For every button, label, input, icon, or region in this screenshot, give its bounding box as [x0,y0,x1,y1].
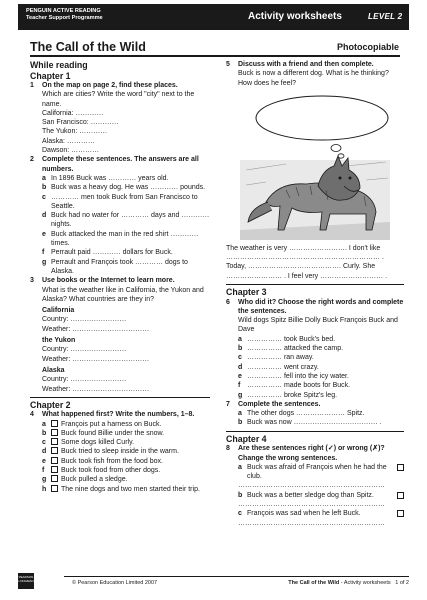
item-text: Buck attacked the man in the red shirt ………… times. [51,230,199,248]
question-4 [30,410,210,419]
question-number: 3 [30,277,34,285]
item-letter: e [238,372,242,380]
item-text: Buck pulled a sledge. [61,476,128,484]
item-text: François put a harness on Buck. [61,420,162,428]
question-6 [226,298,404,317]
answer-line[interactable]: ……………………………………………………… [238,482,385,490]
list-item[interactable] [226,509,404,518]
question-prompt: Are these sentences right (✓) or wrong (✗)? Change the wrong sentences. [238,445,385,462]
chapter-3-heading: Chapter 3 [226,287,267,298]
item-letter: f [42,467,45,475]
publisher-logo: PEARSON LONGMAN [18,573,34,589]
item-text: …………… took Buck's bed. [247,335,336,343]
answer-box[interactable] [51,457,58,464]
place-item[interactable]: Dawson: ………… [42,147,100,155]
response-line[interactable]: The weather is very ……………………. I don't like [226,244,381,252]
footer-divider [64,576,409,577]
list-item[interactable] [30,475,210,484]
footer-title: The Call of the Wild [288,580,340,586]
wolf-illustration [226,90,404,240]
list-item[interactable] [30,420,210,429]
list-item[interactable] [30,193,210,212]
title-divider [30,55,400,57]
item-text: Perrault and François took ………… dogs to Alaska. [51,258,188,275]
item-letter: a [42,420,46,428]
item-letter: a [238,335,242,343]
list-item[interactable] [30,230,210,249]
list-item[interactable] [226,372,404,381]
item-text: In 1896 Buck was ………… years old. [51,174,169,182]
response-line[interactable]: …………………… . I feel very ……………………… . [226,272,388,280]
item-text: Buck found Billie under the snow. [61,429,165,437]
item-letter: f [42,249,45,257]
list-item[interactable] [226,463,404,482]
country-field[interactable]: Country: …………………… [42,376,127,384]
question-5 [226,60,404,69]
question-prompt: Complete the sentences. [238,400,321,408]
chapter-2-heading: Chapter 2 [30,399,71,410]
answer-box[interactable] [51,447,58,454]
wolf-drawing-icon [226,90,404,240]
list-item[interactable] [30,429,210,438]
question-number: 5 [226,61,230,68]
place-item[interactable]: San Francisco: ………… [42,119,119,127]
item-letter: a [42,174,46,182]
item-letter: c [42,439,46,447]
item-letter: a [238,410,242,418]
weather-field[interactable]: Weather: …………………………… [42,325,150,333]
list-item[interactable] [226,363,404,372]
list-item[interactable] [226,418,404,427]
item-letter: b [238,419,243,427]
question-number: 1 [30,82,34,89]
question-number: 6 [226,298,230,306]
item-letter: e [42,457,46,465]
item-text: Buck was a better sledge dog than Spitz. [247,491,374,499]
question-prompt: Complete these sentences. The answers are all numbers. [42,156,199,173]
list-item[interactable] [30,174,210,183]
brand-line-2: Teacher Support Programme [26,15,103,21]
word-bank: Wild dogs Spitz Billie Dolly Buck François Buck and Dave [238,317,398,334]
page-number: 1 of 2 [395,580,409,586]
item-letter: f [238,382,241,390]
list-item[interactable] [30,258,210,277]
footer-page-info [288,580,409,586]
question-number: 4 [30,411,34,419]
question-prompt: Use books or the Internet to learn more. [42,277,175,285]
question-prompt: Who did it? Choose the right words and complete the sentences. [238,298,404,315]
question-prompt: What happened first? Write the numbers, 1–8. [42,411,195,419]
item-letter: d [42,448,47,456]
right-column [226,60,404,528]
list-item[interactable] [226,335,404,344]
question-2 [30,155,210,174]
item-letter: d [238,363,243,371]
country-field[interactable]: Country: …………………… [42,346,127,354]
item-letter: c [42,193,46,201]
response-line[interactable]: ………………………………………………………… . [226,254,384,262]
question-prompt: On the map on page 2, find these places. [42,82,178,89]
header-bar [18,4,409,30]
question-instruction: Which are cities? Write the word "city" next to the name. [42,91,195,108]
item-letter: b [42,184,47,192]
answer-line[interactable]: ……………………………………………………… [238,519,385,527]
item-text: The nine dogs and two men started their trip. [61,485,200,493]
answer-box[interactable] [51,420,58,427]
chapter-1-heading: Chapter 1 [30,70,71,81]
list-item[interactable] [226,353,404,362]
item-text: …………… went crazy. [247,363,319,371]
item-text: The other dogs ………………… Spitz. [247,410,365,418]
item-text: …………… made boots for Buck. [247,382,351,390]
country-field[interactable]: Country: …………………… [42,316,127,324]
section-divider [30,397,210,398]
weather-field[interactable]: Weather: …………………………… [42,355,150,363]
item-text: …………… fell into the icy water. [247,372,349,380]
answer-line[interactable]: ……………………………………………………… [238,501,385,509]
place-item[interactable]: California: ………… [42,109,104,117]
page-title: The Call of the Wild [30,40,146,54]
list-item[interactable] [30,457,210,466]
group-heading-yukon: the Yukon [42,337,76,345]
place-item[interactable]: Alaska: ………… [42,137,95,145]
answer-box[interactable] [51,438,58,445]
item-text: …………… broke Spitz's leg. [247,391,338,399]
answer-box[interactable] [397,510,404,517]
question-7 [226,400,404,409]
question-instruction: Buck is now a different dog. What is he thinking? How does he feel? [238,70,389,87]
item-letter: g [42,476,47,484]
header-title: Activity worksheets [248,11,342,22]
list-item[interactable] [30,485,210,494]
question-number: 8 [226,445,230,453]
item-text: ………… men took Buck from San Francisco to Seattle. [51,193,198,210]
section-while-reading: While reading [30,60,88,70]
item-text: Buck was a heavy dog. He was ………… pounds. [51,184,206,192]
section-divider [226,431,404,432]
photocopiable-label: Photocopiable [336,42,399,52]
question-number: 2 [30,156,34,164]
list-item[interactable] [226,344,404,353]
question-1 [30,81,210,90]
list-item[interactable] [226,409,404,418]
item-text: Buck tried to sleep inside in the warm. [61,448,179,456]
item-text: Buck was now ……………………………… . [247,419,382,427]
item-text: Buck took fish from the food box. [61,457,163,465]
header-level: LEVEL 2 [368,12,403,21]
question-number: 7 [226,400,230,408]
item-text: …………… ran away. [247,354,314,362]
item-text: François was sad when he left Buck. [247,510,361,518]
chapter-4-heading: Chapter 4 [226,433,267,444]
brand-line-1: PENGUIN ACTIVE READING [26,8,101,14]
item-letter: c [238,510,242,518]
footer [18,573,409,593]
left-column [30,60,210,494]
item-letter: g [238,391,243,399]
item-letter: g [42,258,47,266]
item-letter: a [238,463,242,471]
list-item[interactable] [226,381,404,390]
list-item[interactable] [226,491,404,500]
section-divider [226,284,404,285]
brand-block [26,8,103,22]
answer-box[interactable] [51,429,58,436]
item-text: …………… attacked the camp. [247,345,344,353]
answer-box[interactable] [51,466,58,473]
item-letter: c [238,354,242,362]
list-item[interactable] [30,447,210,456]
list-item[interactable] [30,438,210,447]
answer-box[interactable] [51,485,58,492]
group-heading-california: California [42,307,75,315]
item-text: Buck had no water for ………… days and ………… nights. [51,212,210,229]
footer-suffix: - Activity worksheets [339,580,391,586]
question-3 [30,276,210,285]
item-text: Perrault paid ………… dollars for Buck. [51,249,173,257]
list-item[interactable] [30,248,210,257]
list-item[interactable] [226,391,404,400]
item-letter: d [42,212,47,220]
weather-field[interactable]: Weather: …………………………… [42,385,150,393]
list-item[interactable] [30,183,210,192]
place-list [30,109,210,155]
item-letter: e [42,230,46,238]
list-item[interactable] [30,211,210,230]
group-heading-alaska: Alaska [42,366,65,374]
question-8 [226,444,404,463]
item-letter: b [238,491,243,499]
answer-box[interactable] [397,492,404,499]
copyright-text: © Pearson Education Limited 2007 [72,580,158,586]
answer-box[interactable] [397,464,404,471]
answer-box[interactable] [51,475,58,482]
question-instruction: What is the weather like in California, the Yukon and Alaska? What countries are they in? [42,286,204,303]
response-line[interactable]: Today, …………………………………. Curly. She [226,263,376,271]
item-text: Some dogs killed Curly. [61,439,135,447]
item-letter: b [42,429,47,437]
item-text: Buck took food from other dogs. [61,467,161,475]
item-letter: h [42,485,47,493]
list-item[interactable] [30,466,210,475]
place-item[interactable]: The Yukon: ………… [42,128,108,136]
question-prompt: Discuss with a friend and then complete. [238,61,374,68]
item-text: Buck was afraid of François when he had the club. [247,463,387,481]
item-letter: b [238,345,243,353]
